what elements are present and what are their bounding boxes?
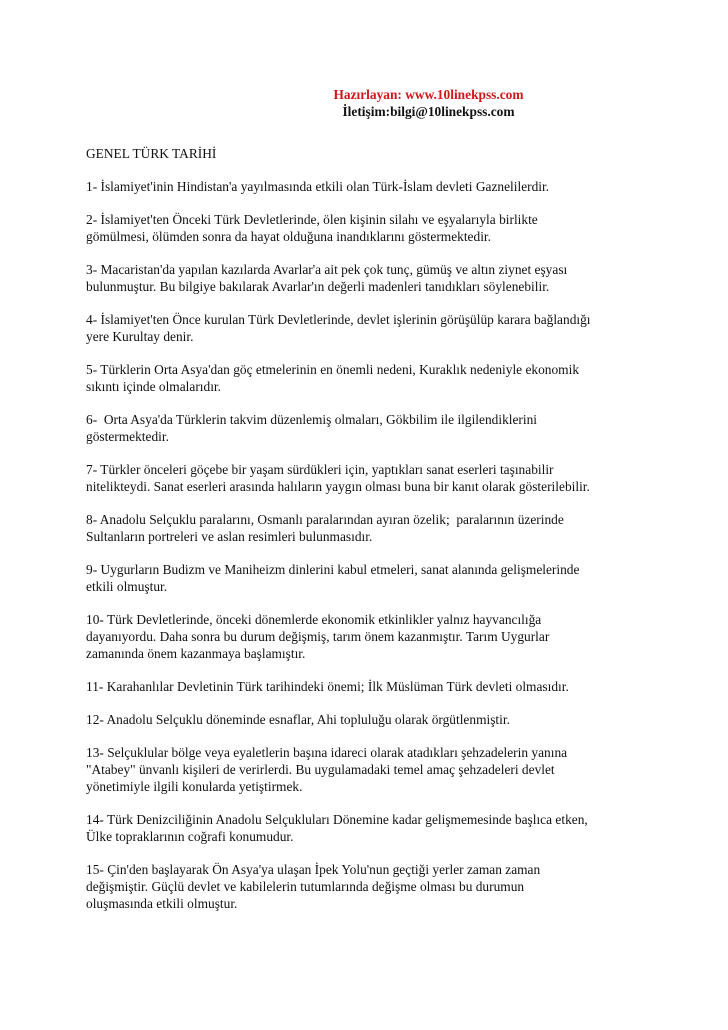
text-line: yönetimiyle ilgili konularda yetiştirmek. <box>86 779 303 794</box>
text-line: 13- Selçuklular bölge veya eyaletlerin başına idareci olarak atadıkları şehzadelerin yanına <box>86 745 568 760</box>
question-list <box>86 178 668 912</box>
list-item <box>86 811 668 845</box>
list-item <box>86 411 668 445</box>
list-item <box>86 211 668 245</box>
text-line: değişmiştir. Güçlü devlet ve kabilelerin tutumlarında değişme olması bu durumun <box>86 879 525 894</box>
list-item <box>86 611 668 662</box>
text-line: 6- Orta Asya'da Türklerin takvim düzenlemiş olmaları, Gökbilim ile ilgilendiklerini <box>86 412 538 427</box>
text-line: oluşmasında etkili olmuştur. <box>86 896 238 911</box>
list-item <box>86 261 668 295</box>
text-line: yere Kurultay denir. <box>86 329 194 344</box>
text-line: bulunmuştur. Bu bilgiye bakılarak Avarlar'ın değerli madenleri tanıdıkları söylenebilir. <box>86 279 550 294</box>
text-line: zamanında önem kazanmaya başlamıştır. <box>86 646 306 661</box>
list-item <box>86 361 668 395</box>
list-item <box>86 461 668 495</box>
text-line: 10- Türk Devletlerinde, önceki dönemlerde ekonomik etkinlikler yalnız hayvancılığa <box>86 612 542 627</box>
text-line: dayanıyordu. Daha sonra bu durum değişmiş, tarım önem kazanmıştır. Tarım Uygurlar <box>86 629 550 644</box>
text-line: etkili olmuştur. <box>86 579 168 594</box>
text-line: 1- İslamiyet'inin Hindistan'a yayılmasında etkili olan Türk-İslam devleti Gaznelilerdir. <box>86 179 550 194</box>
section-title: GENEL TÜRK TARİHİ <box>86 146 217 161</box>
text-line: Sultanların portreleri ve aslan resimleri bulunmasıdır. <box>86 529 373 544</box>
text-line: 2- İslamiyet'ten Önceki Türk Devletlerinde, ölen kişinin silahı ve eşyalarıyla birlikte <box>86 212 538 227</box>
text-line: 8- Anadolu Selçuklu paralarını, Osmanlı paralarından ayıran özelik; paralarının üzerinde <box>86 512 564 527</box>
text-line: sıkıntı içinde olmalarıdır. <box>86 379 221 394</box>
contact-email: İletişim:bilgi@10linekpss.com <box>342 104 515 119</box>
text-line: 3- Macaristan'da yapılan kazılarda Avarlar'a ait pek çok tunç, gümüş ve altın ziynet eşyası <box>86 262 568 277</box>
list-item <box>86 311 668 345</box>
document-header <box>189 86 668 120</box>
list-item <box>86 178 668 195</box>
list-item <box>86 711 668 728</box>
list-item <box>86 511 668 545</box>
text-line: nitelikteydi. Sanat eserleri arasında halıların yaygın olması buna bir kanıt olarak gösterilebilir. <box>86 479 590 494</box>
list-item <box>86 561 668 595</box>
text-line: 9- Uygurların Budizm ve Maniheizm dinlerini kabul etmeleri, sanat alanında gelişmelerinde <box>86 562 580 577</box>
author-website: Hazırlayan: www.10linekpss.com <box>333 87 524 102</box>
text-line: 4- İslamiyet'ten Önce kurulan Türk Devletlerinde, devlet işlerinin görüşülüp karara bağlandığı <box>86 312 591 327</box>
text-line: 14- Türk Denizciliğinin Anadolu Selçukluları Dönemine kadar gelişmemesinde başlıca etken, <box>86 812 588 827</box>
text-line: 5- Türklerin Orta Asya'dan göç etmelerinin en önemli nedeni, Kuraklık nedeniyle ekonomik <box>86 362 580 377</box>
list-item <box>86 744 668 795</box>
text-line: Ülke topraklarının coğrafi konumudur. <box>86 829 294 844</box>
text-line: "Atabey" ünvanlı kişileri de verirlerdi. Bu uygulamadaki temel amaç şehzadeleri devlet <box>86 762 555 777</box>
text-line: gömülmesi, ölümden sonra da hayat olduğuna inandıklarını göstermektedir. <box>86 229 491 244</box>
text-line: 11- Karahanlılar Devletinin Türk tarihindeki önemi; İlk Müslüman Türk devleti olmasıdır. <box>86 679 569 694</box>
text-line: göstermektedir. <box>86 429 169 444</box>
text-line: 7- Türkler önceleri göçebe bir yaşam sürdükleri için, yaptıkları sanat eserleri taşınabilir <box>86 462 554 477</box>
text-line: 15- Çin'den başlayarak Ön Asya'ya ulaşan İpek Yolu'nun geçtiği yerler zaman zaman <box>86 862 541 877</box>
list-item <box>86 678 668 695</box>
text-line: 12- Anadolu Selçuklu döneminde esnaflar, Ahi topluluğu olarak örgütlenmiştir. <box>86 712 510 727</box>
list-item <box>86 861 668 912</box>
